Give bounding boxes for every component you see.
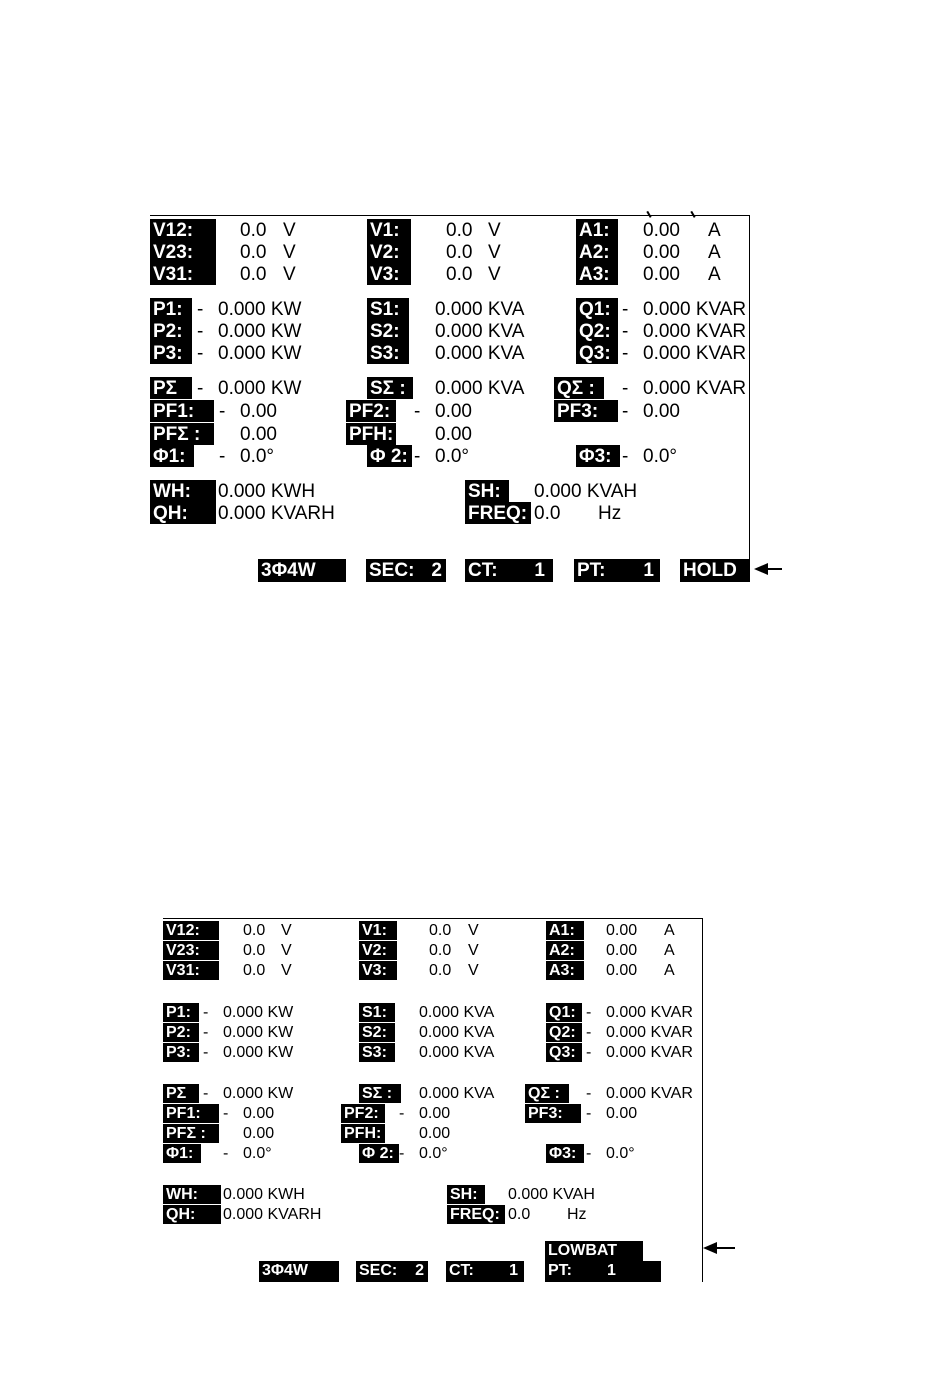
sign-q2: - — [586, 1024, 592, 1041]
value-sh: 0.000 KVAH — [534, 481, 638, 502]
ct-indicator — [465, 559, 553, 582]
sign-p3: - — [197, 343, 204, 364]
label-q-sum: QΣ : — [525, 1084, 569, 1103]
value-v12: 0.0 — [243, 922, 266, 939]
value-q3: 0.000 KVAR — [606, 1044, 693, 1061]
label-p2: P2: — [150, 320, 192, 342]
unit-v2: V — [468, 942, 479, 959]
value-p2: 0.000 KW — [218, 321, 302, 342]
unit-freq: Hz — [567, 1206, 587, 1223]
unit-v31: V — [281, 962, 292, 979]
label-qh: QH: — [163, 1205, 221, 1224]
label-pf3: PF3: — [525, 1104, 581, 1123]
value-s1: 0.000 KVA — [419, 1004, 495, 1021]
value-phase2: 0.0° — [435, 446, 470, 467]
label-a2: A2: — [546, 941, 584, 960]
value-wh: 0.000 KWH — [218, 481, 316, 502]
unit-a1: A — [664, 922, 675, 939]
unit-v3: V — [468, 962, 479, 979]
sign-pf3: - — [586, 1105, 592, 1122]
value-pf2: 0.00 — [419, 1105, 451, 1122]
sign-p2: - — [203, 1024, 209, 1041]
label-pf2: PF2: — [346, 400, 396, 422]
ct-indicator — [446, 1261, 524, 1282]
unit-v23: V — [283, 242, 296, 263]
label-a1: A1: — [546, 921, 584, 940]
model-number: 1201 — [181, 537, 230, 562]
label-pf2: PF2: — [341, 1104, 385, 1123]
value-pf-sum: 0.00 — [243, 1125, 275, 1142]
value-q2: 0.000 KVAR — [606, 1024, 693, 1041]
pt-label: PT: — [577, 560, 606, 581]
pt-label: PT: — [548, 1262, 572, 1279]
label-phase1: Φ1: — [163, 1144, 201, 1163]
value-a3: 0.00 — [606, 962, 638, 979]
model-number: 1201 — [187, 1242, 232, 1264]
value-v3: 0.0 — [429, 962, 452, 979]
value-v2: 0.0 — [429, 942, 452, 959]
sign-phase1: - — [223, 1145, 229, 1162]
label-sh: SH: — [465, 480, 509, 502]
value-s1: 0.000 KVA — [435, 299, 525, 320]
sign-phase2: - — [414, 446, 421, 467]
value-q1: 0.000 KVAR — [643, 299, 747, 320]
label-p-sum: PΣ — [163, 1084, 199, 1103]
label-s-sum: SΣ : — [359, 1084, 401, 1103]
value-pf1: 0.00 — [243, 1105, 275, 1122]
value-v1: 0.0 — [446, 220, 473, 241]
unit-a1: A — [708, 220, 721, 241]
label-q2: Q2: — [546, 1023, 582, 1042]
wiring-mode: 3Φ4W — [259, 1261, 339, 1282]
value-sh: 0.000 KVAH — [508, 1186, 595, 1203]
sign-phase3: - — [586, 1145, 592, 1162]
pt-indicator — [574, 559, 660, 582]
label-p1: P1: — [163, 1003, 199, 1022]
label-wh: WH: — [163, 1185, 221, 1204]
value-qh: 0.000 KVARH — [223, 1206, 322, 1223]
label-a1: A1: — [576, 219, 618, 241]
label-v2: V2: — [367, 241, 411, 263]
unit-v12: V — [281, 922, 292, 939]
sign-p2: - — [197, 321, 204, 342]
value-v23: 0.0 — [240, 242, 267, 263]
label-qh: QH: — [150, 502, 216, 524]
sec-indicator — [356, 1261, 428, 1282]
value-wh: 0.000 KWH — [223, 1186, 305, 1203]
current-range: 20A — [201, 562, 235, 582]
sec-value: 2 — [431, 560, 442, 581]
unit-v3: V — [488, 264, 501, 285]
wiring-mode: 3Φ4W — [258, 559, 346, 582]
pt-value: 1 — [643, 560, 654, 581]
label-v12: V12: — [150, 219, 216, 241]
label-pfh: PFH: — [341, 1124, 385, 1143]
label-pf3: PF3: — [554, 400, 618, 422]
unit-freq: Hz — [598, 503, 622, 524]
sign-phase3: - — [622, 446, 629, 467]
label-pfh: PFH: — [346, 423, 396, 445]
label-p3: P3: — [150, 342, 192, 364]
sec-value: 2 — [415, 1262, 424, 1279]
unit-v1: V — [488, 220, 501, 241]
value-v23: 0.0 — [243, 942, 266, 959]
value-s2: 0.000 KVA — [419, 1024, 495, 1041]
sign-p1: - — [197, 299, 204, 320]
label-v2: V2: — [359, 941, 397, 960]
label-p3: P3: — [163, 1043, 199, 1062]
unit-v23: V — [281, 942, 292, 959]
label-v3: V3: — [359, 961, 397, 980]
value-freq: 0.0 — [508, 1206, 531, 1223]
sign-phase1: - — [219, 446, 226, 467]
label-s1: S1: — [367, 298, 409, 320]
value-v31: 0.0 — [243, 962, 266, 979]
label-s2: S2: — [359, 1023, 395, 1042]
value-p3: 0.000 KW — [218, 343, 302, 364]
label-wh: WH: — [150, 480, 216, 502]
sign-q-sum: - — [622, 378, 629, 399]
sign-q2: - — [622, 321, 629, 342]
unit-a2: A — [664, 942, 675, 959]
label-v31: V31: — [163, 961, 219, 980]
label-freq: FREQ: — [447, 1205, 505, 1224]
value-v3: 0.0 — [446, 264, 473, 285]
value-a1: 0.00 — [643, 220, 680, 241]
label-q1: Q1: — [546, 1003, 582, 1022]
label-v1: V1: — [359, 921, 397, 940]
label-phase3: Φ3: — [546, 1144, 584, 1163]
label-pf-sum: PFΣ : — [163, 1124, 219, 1143]
lowbat-arrow-icon — [703, 1242, 735, 1254]
label-phase2: Φ 2: — [359, 1144, 399, 1163]
sign-pf1: - — [219, 401, 226, 422]
sign-pf2: - — [399, 1105, 405, 1122]
label-p2: P2: — [163, 1023, 199, 1042]
value-a1: 0.00 — [606, 922, 638, 939]
label-s1: S1: — [359, 1003, 395, 1022]
value-phase2: 0.0° — [419, 1145, 448, 1162]
unit-v2: V — [488, 242, 501, 263]
label-v3: V3: — [367, 263, 411, 285]
meter-display-hold — [150, 215, 750, 582]
value-p-sum: 0.000 KW — [223, 1085, 294, 1102]
label-v23: V23: — [150, 241, 216, 263]
sign-p1: - — [203, 1004, 209, 1021]
ct-label: CT: — [468, 560, 498, 581]
label-sh: SH: — [447, 1185, 485, 1204]
label-a3: A3: — [546, 961, 584, 980]
sign-phase2: - — [399, 1145, 405, 1162]
label-v1: V1: — [367, 219, 411, 241]
value-s-sum: 0.000 KVA — [419, 1085, 495, 1102]
label-phase1: Φ1: — [150, 445, 194, 467]
value-s-sum: 0.000 KVA — [435, 378, 525, 399]
label-pf-sum: PFΣ : — [150, 423, 214, 445]
label-phase3: Φ3: — [576, 445, 620, 467]
value-q3: 0.000 KVAR — [643, 343, 747, 364]
value-phase1: 0.0° — [243, 1145, 272, 1162]
label-p-sum: PΣ — [150, 377, 192, 399]
value-pfh: 0.00 — [435, 424, 472, 445]
sign-p-sum: - — [197, 378, 204, 399]
sign-q-sum: - — [586, 1085, 592, 1102]
sign-pf2: - — [414, 401, 421, 422]
pt-indicator — [545, 1261, 661, 1282]
sign-p3: - — [203, 1044, 209, 1061]
unit-a3: A — [708, 264, 721, 285]
label-v31: V31: — [150, 263, 216, 285]
sec-label: SEC: — [359, 1262, 398, 1279]
value-pfh: 0.00 — [419, 1125, 451, 1142]
label-phase2: Φ 2: — [367, 445, 412, 467]
value-qh: 0.000 KVARH — [218, 503, 335, 524]
value-pf3: 0.00 — [606, 1105, 638, 1122]
value-v1: 0.0 — [429, 922, 452, 939]
value-q-sum: 0.000 KVAR — [606, 1085, 693, 1102]
ct-value: 1 — [534, 560, 545, 581]
label-s3: S3: — [367, 342, 409, 364]
hold-indicator: HOLD — [680, 559, 750, 582]
label-q2: Q2: — [576, 320, 618, 342]
value-p1: 0.000 KW — [218, 299, 302, 320]
value-q2: 0.000 KVAR — [643, 321, 747, 342]
value-v31: 0.0 — [240, 264, 267, 285]
label-q3: Q3: — [576, 342, 618, 364]
hold-arrow-icon — [754, 563, 782, 575]
label-freq: FREQ: — [465, 502, 531, 524]
unit-a3: A — [664, 962, 675, 979]
label-s-sum: SΣ : — [367, 377, 413, 399]
unit-v1: V — [468, 922, 479, 939]
sec-label: SEC: — [369, 560, 415, 581]
value-p3: 0.000 KW — [223, 1044, 294, 1061]
value-phase1: 0.0° — [240, 446, 275, 467]
value-v2: 0.0 — [446, 242, 473, 263]
value-p-sum: 0.000 KW — [218, 378, 302, 399]
value-q1: 0.000 KVAR — [606, 1004, 693, 1021]
value-pf2: 0.00 — [435, 401, 472, 422]
label-a2: A2: — [576, 241, 618, 263]
label-q1: Q1: — [576, 298, 618, 320]
label-v23: V23: — [163, 941, 219, 960]
value-a3: 0.00 — [643, 264, 680, 285]
unit-v31: V — [283, 264, 296, 285]
ct-label: CT: — [449, 1262, 474, 1279]
sign-q3: - — [622, 343, 629, 364]
current-range: 20A — [209, 1264, 239, 1281]
value-a2: 0.00 — [643, 242, 680, 263]
label-q-sum: QΣ : — [554, 377, 604, 399]
lowbat-indicator: LOWBAT — [545, 1241, 643, 1261]
value-freq: 0.0 — [534, 503, 561, 524]
meter-display-lowbat — [163, 918, 703, 1282]
label-s3: S3: — [359, 1043, 395, 1062]
value-pf1: 0.00 — [240, 401, 277, 422]
label-s2: S2: — [367, 320, 409, 342]
value-q-sum: 0.000 KVAR — [643, 378, 747, 399]
value-p2: 0.000 KW — [223, 1024, 294, 1041]
label-p1: P1: — [150, 298, 192, 320]
value-s3: 0.000 KVA — [435, 343, 525, 364]
label-a3: A3: — [576, 263, 618, 285]
pt-value: 1 — [607, 1262, 616, 1279]
sign-q1: - — [622, 299, 629, 320]
sec-indicator — [366, 559, 446, 582]
sign-q1: - — [586, 1004, 592, 1021]
value-p1: 0.000 KW — [223, 1004, 294, 1021]
sign-q3: - — [586, 1044, 592, 1061]
value-a2: 0.00 — [606, 942, 638, 959]
unit-a2: A — [708, 242, 721, 263]
value-s3: 0.000 KVA — [419, 1044, 495, 1061]
label-v12: V12: — [163, 921, 219, 940]
sign-p-sum: - — [203, 1085, 209, 1102]
value-s2: 0.000 KVA — [435, 321, 525, 342]
unit-v12: V — [283, 220, 296, 241]
label-q3: Q3: — [546, 1043, 582, 1062]
value-v12: 0.0 — [240, 220, 267, 241]
label-pf1: PF1: — [150, 400, 214, 422]
sign-pf1: - — [223, 1105, 229, 1122]
value-phase3: 0.0° — [606, 1145, 635, 1162]
value-phase3: 0.0° — [643, 446, 678, 467]
sign-pf3: - — [622, 401, 629, 422]
ct-value: 1 — [509, 1262, 518, 1279]
label-pf1: PF1: — [163, 1104, 219, 1123]
value-pf-sum: 0.00 — [240, 424, 277, 445]
value-pf3: 0.00 — [643, 401, 680, 422]
